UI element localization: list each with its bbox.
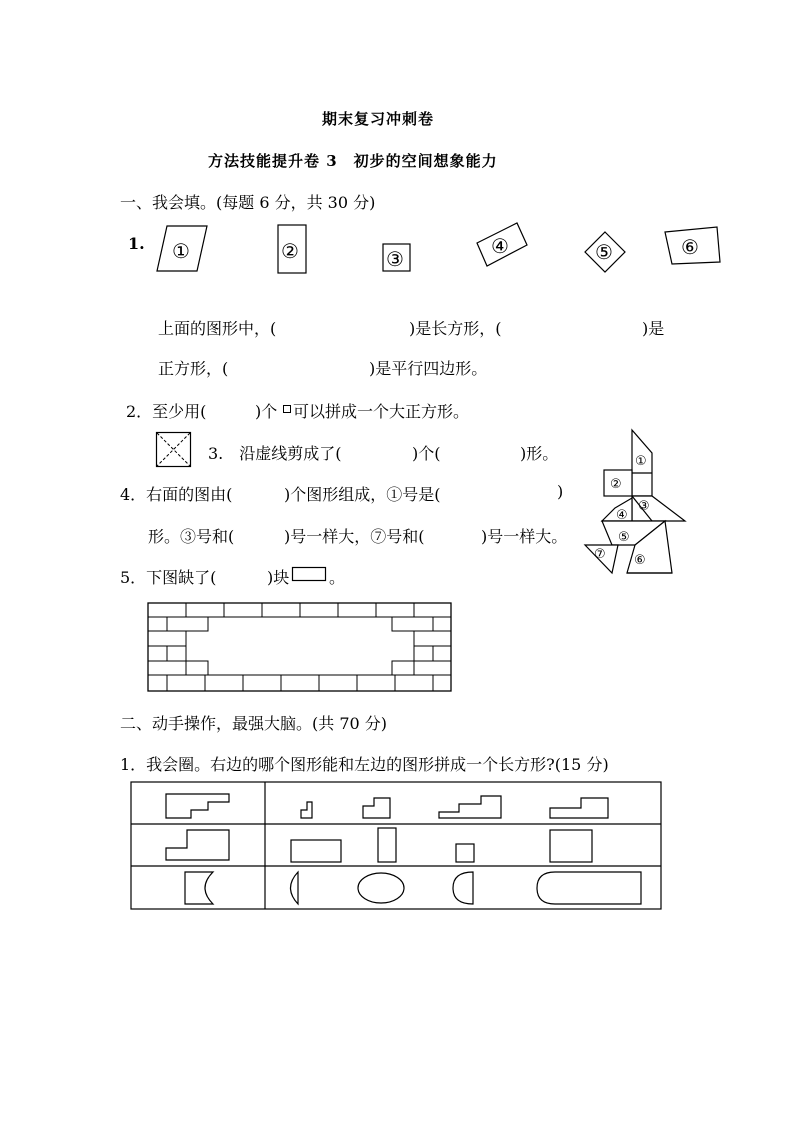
row3-option-d (537, 872, 641, 904)
row3-option-b (358, 873, 404, 903)
row3-left-shape (185, 872, 213, 904)
tangram-figure (580, 428, 700, 588)
q5-text-c: 。 (329, 568, 346, 587)
q1-number: 1. (128, 234, 145, 253)
q3-text-a: 3. 沿虚线剪成了( (208, 444, 342, 463)
shape-matching-table (129, 780, 669, 915)
q3-text-b: )个( (412, 444, 441, 463)
q3-text-c: )形。 (520, 444, 559, 463)
q4-line1-a: 4．右面的图由( (120, 485, 233, 504)
row2-option-a (291, 840, 341, 862)
q4-line2-b: )号一样大，⑦号和( (284, 527, 425, 546)
shape-6-label: ⑥ (681, 235, 699, 259)
q1-line1-c: )是 (642, 319, 665, 338)
row1-option-c (439, 796, 501, 818)
row1-option-a (301, 802, 312, 818)
row1-left-step-shape (166, 794, 229, 818)
tangram-label-3: ③ (638, 499, 650, 514)
q1-shapes (0, 0, 794, 300)
tangram-label-6: ⑥ (634, 553, 646, 568)
brick-wall-figure (146, 601, 456, 696)
tangram-label-4: ④ (616, 508, 628, 523)
q5-text-a: 5．下图缺了( (120, 568, 217, 587)
q4-line1-c: ) (557, 482, 564, 501)
q2-text-a: 2．至少用( (126, 402, 207, 421)
row2-option-b (378, 828, 396, 862)
shape-5-label: ⑤ (595, 240, 613, 264)
row1-option-d (550, 798, 608, 818)
dashed-square-figure (156, 432, 196, 472)
shape-3-label: ③ (386, 247, 404, 271)
row3-option-c (453, 872, 473, 904)
tangram-label-2: ② (610, 477, 622, 492)
q1-line1-a: 上面的图形中，( (158, 319, 277, 338)
q4-line2-c: )号一样大。 (481, 527, 568, 546)
q1-line2-a: 正方形，( (158, 359, 229, 378)
row2-option-d (550, 830, 592, 862)
row2-left-step-shape (166, 830, 229, 860)
page-subtitle: 方法技能提升卷 3 初步的空间想象能力 (208, 152, 498, 170)
q5-text-b: )块 (267, 568, 290, 587)
shape-2-label: ② (281, 239, 299, 263)
section1-heading: 一、我会填。(每题 6 分，共 30 分) (120, 193, 376, 212)
section2-q1: 1．我会圈。右边的哪个图形能和左边的图形拼成一个长方形?(15 分) (120, 755, 609, 774)
page-title: 期末复习冲刺卷 (322, 110, 435, 128)
row3-option-a (291, 872, 299, 904)
tangram-label-5: ⑤ (618, 530, 630, 545)
q4-line2-a: 形。③号和( (148, 527, 235, 546)
row2-option-c (456, 844, 474, 862)
row1-option-b (363, 798, 390, 818)
shape-4-label: ④ (491, 234, 509, 258)
q1-line1-b: )是长方形，( (409, 319, 502, 338)
shape-1-label: ① (172, 239, 190, 263)
q2-text-c: 可以拼成一个大正方形。 (293, 402, 470, 421)
q2-text-b: )个 (255, 402, 278, 421)
tangram-label-7: ⑦ (594, 547, 606, 562)
small-square-icon (283, 405, 293, 415)
q1-line2-b: )是平行四边形。 (369, 359, 488, 378)
tangram-label-1: ① (635, 454, 647, 469)
q4-line1-b: )个图形组成，①号是( (284, 485, 441, 504)
section2-heading: 二、动手操作，最强大脑。(共 70 分) (120, 714, 388, 733)
brick-icon (292, 567, 332, 587)
